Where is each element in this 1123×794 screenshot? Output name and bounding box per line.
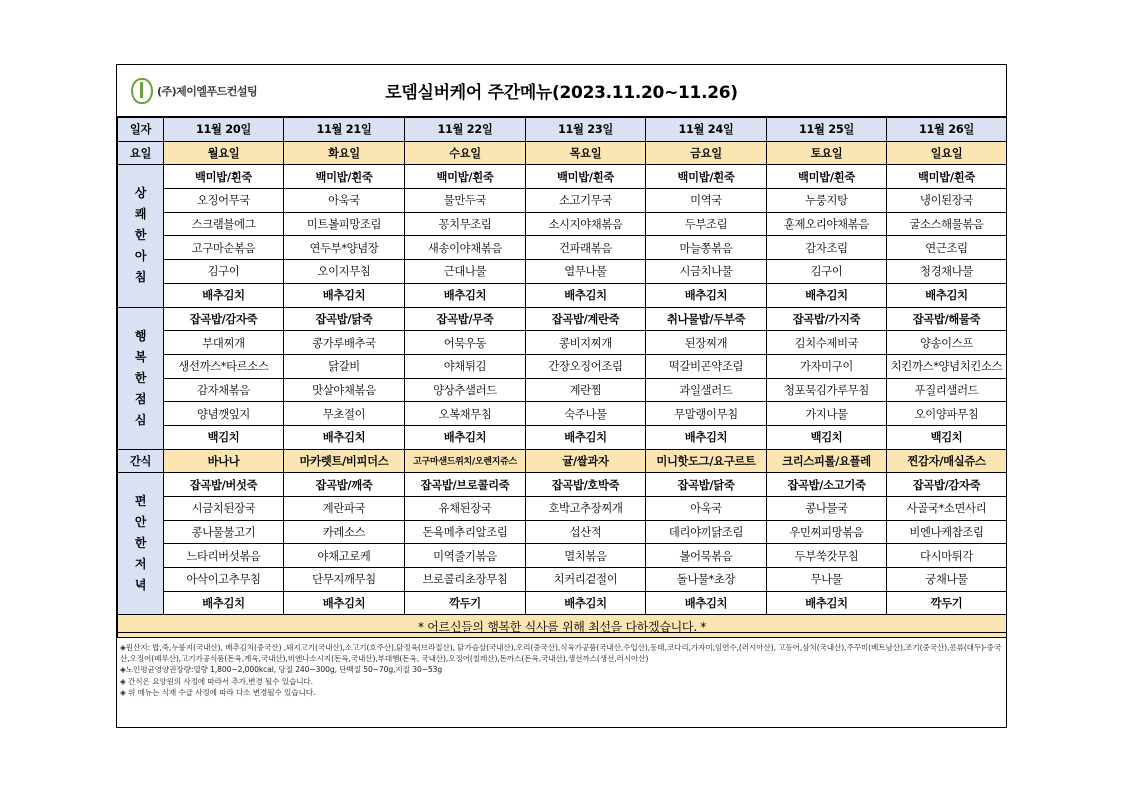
menu-item: 멸치볶음 <box>526 544 646 568</box>
menu-item: 호박고추장찌개 <box>526 497 646 521</box>
menu-item: 비엔나케찹조림 <box>887 520 1007 544</box>
menu-sheet <box>116 64 1007 728</box>
lunch-label-char: 복 <box>134 349 147 364</box>
menu-item: 무말랭이무침 <box>646 402 767 426</box>
menu-item: 어묵우동 <box>405 331 526 355</box>
menu-item: 배추김치 <box>767 591 887 615</box>
dinner-label <box>118 473 164 615</box>
menu-item: 새송이야채볶음 <box>405 236 526 260</box>
menu-item: 간장오징어조림 <box>526 354 646 378</box>
menu-item: 배추김치 <box>284 591 405 615</box>
menu-item: 맛살야채볶음 <box>284 378 405 402</box>
footnote-change: ◈ 위 메뉴는 식재 수급 사정에 따라 다소 변경될수 있습니다. <box>120 687 316 697</box>
menu-item: 시금치나물 <box>646 260 767 284</box>
menu-item: 가자미구이 <box>767 354 887 378</box>
menu-item: 백미밥/흰죽 <box>405 165 526 189</box>
menu-item: 치킨까스*양념치킨소스 <box>887 354 1007 378</box>
menu-item: 백김치 <box>887 425 1007 449</box>
menu-item: 볼어묵볶음 <box>646 544 767 568</box>
menu-item: 계란찜 <box>526 378 646 402</box>
breakfast-row <box>118 236 1007 260</box>
menu-item: 사골국*소면사리 <box>887 497 1007 521</box>
menu-item: 냉이된장국 <box>887 189 1007 213</box>
menu-item: 콩나물국 <box>767 497 887 521</box>
breakfast-label-char: 상 <box>134 186 147 201</box>
lunch-row <box>118 307 1007 331</box>
footnote-snack: ◈ 간식은 요양원의 사정에 따라서 추가,변경 될수 있습니다. <box>120 676 313 686</box>
breakfast-row <box>118 260 1007 284</box>
breakfast-row <box>118 283 1007 307</box>
menu-item: 시금치된장국 <box>164 497 284 521</box>
page-title: 로뎀실버케어 주간메뉴(2023.11.20~11.26) <box>385 83 738 103</box>
menu-item: 데리야끼닭조림 <box>646 520 767 544</box>
menu-item: 김치수제비국 <box>767 331 887 355</box>
menu-item: 야채고로케 <box>284 544 405 568</box>
menu-item: 단무지깨무침 <box>284 568 405 592</box>
menu-item: 굴소스해물볶음 <box>887 212 1007 236</box>
dinner-row <box>118 497 1007 521</box>
dinner-label-char: 편 <box>134 494 147 509</box>
menu-item: 오복채무침 <box>405 402 526 426</box>
menu-item: 콩비지찌개 <box>526 331 646 355</box>
weekday-cell: 월요일 <box>164 141 284 165</box>
menu-item: 배추김치 <box>646 425 767 449</box>
date-cell: 11월 25일 <box>767 118 887 142</box>
menu-item: 부대찌개 <box>164 331 284 355</box>
menu-item: 감자채볶음 <box>164 378 284 402</box>
breakfast-label-char: 아 <box>134 249 147 264</box>
menu-item: 배추김치 <box>405 283 526 307</box>
menu-item: 아삭이고추무침 <box>164 568 284 592</box>
menu-item: 누룽지탕 <box>767 189 887 213</box>
menu-item: 백미밥/흰죽 <box>646 165 767 189</box>
dinner-row <box>118 591 1007 615</box>
weekday-cell: 금요일 <box>646 141 767 165</box>
menu-item: 아욱국 <box>646 497 767 521</box>
dinner-label-char: 저 <box>134 557 147 572</box>
snack-cell: 미니핫도그/요구르트 <box>646 449 767 473</box>
menu-item: 무나물 <box>767 568 887 592</box>
menu-item: 양상추샐러드 <box>405 378 526 402</box>
menu-item: 섭산적 <box>526 520 646 544</box>
weekday-cell: 일요일 <box>887 141 1007 165</box>
menu-item: 배추김치 <box>887 283 1007 307</box>
menu-item: 잡곡밥/해물죽 <box>887 307 1007 331</box>
weekday-cell: 화요일 <box>284 141 405 165</box>
menu-item: 배추김치 <box>164 591 284 615</box>
menu-item: 야채튀김 <box>405 354 526 378</box>
menu-item: 콩나물불고기 <box>164 520 284 544</box>
menu-item: 백미밥/흰죽 <box>767 165 887 189</box>
menu-item: 콩가루배추국 <box>284 331 405 355</box>
menu-item: 잡곡밥/버섯죽 <box>164 473 284 497</box>
menu-item: 마늘쫑볶음 <box>646 236 767 260</box>
menu-item: 과일샐러드 <box>646 378 767 402</box>
menu-item: 근대나물 <box>405 260 526 284</box>
menu-item: 물만두국 <box>405 189 526 213</box>
menu-item: 배추김치 <box>405 425 526 449</box>
menu-item: 두부쑥갓무침 <box>767 544 887 568</box>
snack-cell: 고구마샌드위치/오렌지쥬스 <box>405 449 526 473</box>
dinner-row <box>118 544 1007 568</box>
date-cell: 11월 21일 <box>284 118 405 142</box>
menu-item: 소시지야채볶음 <box>526 212 646 236</box>
menu-item: 잡곡밥/가지죽 <box>767 307 887 331</box>
menu-item: 두부조림 <box>646 212 767 236</box>
menu-item: 배추김치 <box>164 283 284 307</box>
menu-item: 돈육메추리알조림 <box>405 520 526 544</box>
snack-cell: 귤/쌀과자 <box>526 449 646 473</box>
weekday-label: 요일 <box>118 141 164 165</box>
weekday-cell: 수요일 <box>405 141 526 165</box>
menu-item: 스크램블에그 <box>164 212 284 236</box>
lunch-row <box>118 378 1007 402</box>
dinner-row <box>118 520 1007 544</box>
breakfast-row <box>118 189 1007 213</box>
menu-item: 김구이 <box>164 260 284 284</box>
menu-item: 배추김치 <box>767 283 887 307</box>
menu-item: 숙주나물 <box>526 402 646 426</box>
lunch-label-char: 점 <box>134 391 147 406</box>
menu-item: 푸질리샐러드 <box>887 378 1007 402</box>
menu-item: 백미밥/흰죽 <box>164 165 284 189</box>
menu-item: 느타리버섯볶음 <box>164 544 284 568</box>
lunch-label <box>118 307 164 449</box>
menu-item: 치커리겉절이 <box>526 568 646 592</box>
menu-item: 백미밥/흰죽 <box>284 165 405 189</box>
menu-item: 감자조림 <box>767 236 887 260</box>
date-row <box>118 118 1007 142</box>
menu-item: 잡곡밥/닭죽 <box>284 307 405 331</box>
menu-item: 연두부*양념장 <box>284 236 405 260</box>
snack-cell: 크리스피롤/요플레 <box>767 449 887 473</box>
menu-item: 양송이스프 <box>887 331 1007 355</box>
menu-item: 잡곡밥/브로콜리죽 <box>405 473 526 497</box>
menu-item: 배추김치 <box>526 425 646 449</box>
menu-item: 배추김치 <box>526 283 646 307</box>
snack-cell: 마카렛트/비피더스 <box>284 449 405 473</box>
lunch-row <box>118 331 1007 355</box>
menu-item: 훈제오리야채볶음 <box>767 212 887 236</box>
date-label: 일자 <box>118 118 164 142</box>
breakfast-label <box>118 165 164 307</box>
menu-item: 돌나물*초장 <box>646 568 767 592</box>
date-cell: 11월 24일 <box>646 118 767 142</box>
dinner-label-char: 한 <box>134 536 147 551</box>
menu-item: 다시마튀각 <box>887 544 1007 568</box>
logo-text: (주)제이엘푸드컨설팅 <box>157 85 258 98</box>
lunch-label-char: 심 <box>134 412 147 427</box>
weekly-menu-table <box>117 117 1007 638</box>
lunch-row <box>118 354 1007 378</box>
menu-item: 오이양파무침 <box>887 402 1007 426</box>
menu-item: 건파래볶음 <box>526 236 646 260</box>
menu-item: 떡갈비곤약조림 <box>646 354 767 378</box>
menu-item: 잡곡밥/닭죽 <box>646 473 767 497</box>
menu-item: 유채된장국 <box>405 497 526 521</box>
menu-item: 카레소스 <box>284 520 405 544</box>
menu-item: 브로콜리초장무침 <box>405 568 526 592</box>
snack-cell: 바나나 <box>164 449 284 473</box>
menu-item: 궁채나물 <box>887 568 1007 592</box>
menu-item: 청포묵김가루무침 <box>767 378 887 402</box>
menu-item: 김구이 <box>767 260 887 284</box>
menu-item: 소고기무국 <box>526 189 646 213</box>
date-cell: 11월 22일 <box>405 118 526 142</box>
date-cell: 11월 23일 <box>526 118 646 142</box>
menu-item: 잡곡밥/감자죽 <box>887 473 1007 497</box>
menu-item: 잡곡밥/깨죽 <box>284 473 405 497</box>
menu-item: 닭갈비 <box>284 354 405 378</box>
lunch-label-char: 한 <box>134 370 147 385</box>
menu-item: 미역국 <box>646 189 767 213</box>
menu-item: 연근조림 <box>887 236 1007 260</box>
menu-item: 된장찌개 <box>646 331 767 355</box>
dinner-row <box>118 473 1007 497</box>
snack-cell: 찐감자/매실쥬스 <box>887 449 1007 473</box>
lunch-row <box>118 425 1007 449</box>
lunch-label-char: 행 <box>134 328 147 343</box>
date-cell: 11월 20일 <box>164 118 284 142</box>
menu-item: 미트볼피망조림 <box>284 212 405 236</box>
weekday-row <box>118 141 1007 165</box>
menu-item: 오징어무국 <box>164 189 284 213</box>
date-cell: 11월 26일 <box>887 118 1007 142</box>
menu-item: 배추김치 <box>646 283 767 307</box>
menu-item: 무초절이 <box>284 402 405 426</box>
menu-item: 꽁치무조림 <box>405 212 526 236</box>
footnotes <box>117 632 1006 727</box>
snack-row <box>118 449 1007 473</box>
menu-item: 깍두기 <box>405 591 526 615</box>
menu-item: 잡곡밥/소고기죽 <box>767 473 887 497</box>
lunch-row <box>118 402 1007 426</box>
menu-item: 열무나물 <box>526 260 646 284</box>
menu-item: 백미밥/흰죽 <box>887 165 1007 189</box>
menu-item: 고구마순볶음 <box>164 236 284 260</box>
menu-item: 미역줄기볶음 <box>405 544 526 568</box>
menu-item: 백김치 <box>767 425 887 449</box>
breakfast-row <box>118 212 1007 236</box>
menu-item: 취나물밥/두부죽 <box>646 307 767 331</box>
menu-item: 잡곡밥/무죽 <box>405 307 526 331</box>
menu-item: 청경채나물 <box>887 260 1007 284</box>
menu-item: 배추김치 <box>646 591 767 615</box>
weekday-cell: 토요일 <box>767 141 887 165</box>
menu-item: 가지나물 <box>767 402 887 426</box>
footnote-nutrition: ◈노인평균영양권장량:열량 1,800~2,000kcal, 당질 240~300g, 단백질 50~70g,지질 30~53g <box>120 665 443 675</box>
dinner-row <box>118 568 1007 592</box>
menu-item: 깍두기 <box>887 591 1007 615</box>
breakfast-label-char: 한 <box>134 228 147 243</box>
notice-text: * 어르신들의 행복한 식사를 위해 최선을 다하겠습니다. * <box>118 615 1007 638</box>
dinner-label-char: 녁 <box>134 578 147 593</box>
footnote-origin: ◈원산지: 밥,죽,누룽지(국내산), 배추김치(중국산) ,돼지고기(국내산),소고기(호주산),닭정육(브라질산), 닭가슴살(국내산),오리(중국산),식육가공품(국내산,수입산),동태,코다리,가자미,임연수,(러시아산), 고등어,삼치(국내산),주꾸미(베트남산),조기(중국산),콩류(대두)-중국산,오징어(페루산),고기가공식품(돈육,계육,국내산),비엔나소시지(돈육,국내산),부대햄(돈육, 국내산),오징어(칠레산),돈까스(돈육,국내산),생선까스(생선,러시아산) <box>120 643 1002 664</box>
menu-item: 잡곡밥/계란죽 <box>526 307 646 331</box>
menu-item: 생선까스*타르소스 <box>164 354 284 378</box>
breakfast-row <box>118 165 1007 189</box>
menu-item: 백미밥/흰죽 <box>526 165 646 189</box>
menu-item: 양념깻잎지 <box>164 402 284 426</box>
menu-item: 잡곡밥/감자죽 <box>164 307 284 331</box>
menu-item: 우민찌피망볶음 <box>767 520 887 544</box>
menu-item: 아욱국 <box>284 189 405 213</box>
menu-item: 배추김치 <box>284 425 405 449</box>
weekday-cell: 목요일 <box>526 141 646 165</box>
menu-item: 배추김치 <box>284 283 405 307</box>
menu-item: 배추김치 <box>526 591 646 615</box>
breakfast-label-char: 쾌 <box>134 207 147 222</box>
breakfast-label-char: 침 <box>134 270 147 285</box>
menu-item: 잡곡밥/호박죽 <box>526 473 646 497</box>
snack-label: 간식 <box>118 449 164 473</box>
menu-item: 오이지무침 <box>284 260 405 284</box>
dinner-label-char: 안 <box>134 515 147 530</box>
menu-item: 백김치 <box>164 425 284 449</box>
header <box>117 65 1006 117</box>
menu-item: 계란파국 <box>284 497 405 521</box>
